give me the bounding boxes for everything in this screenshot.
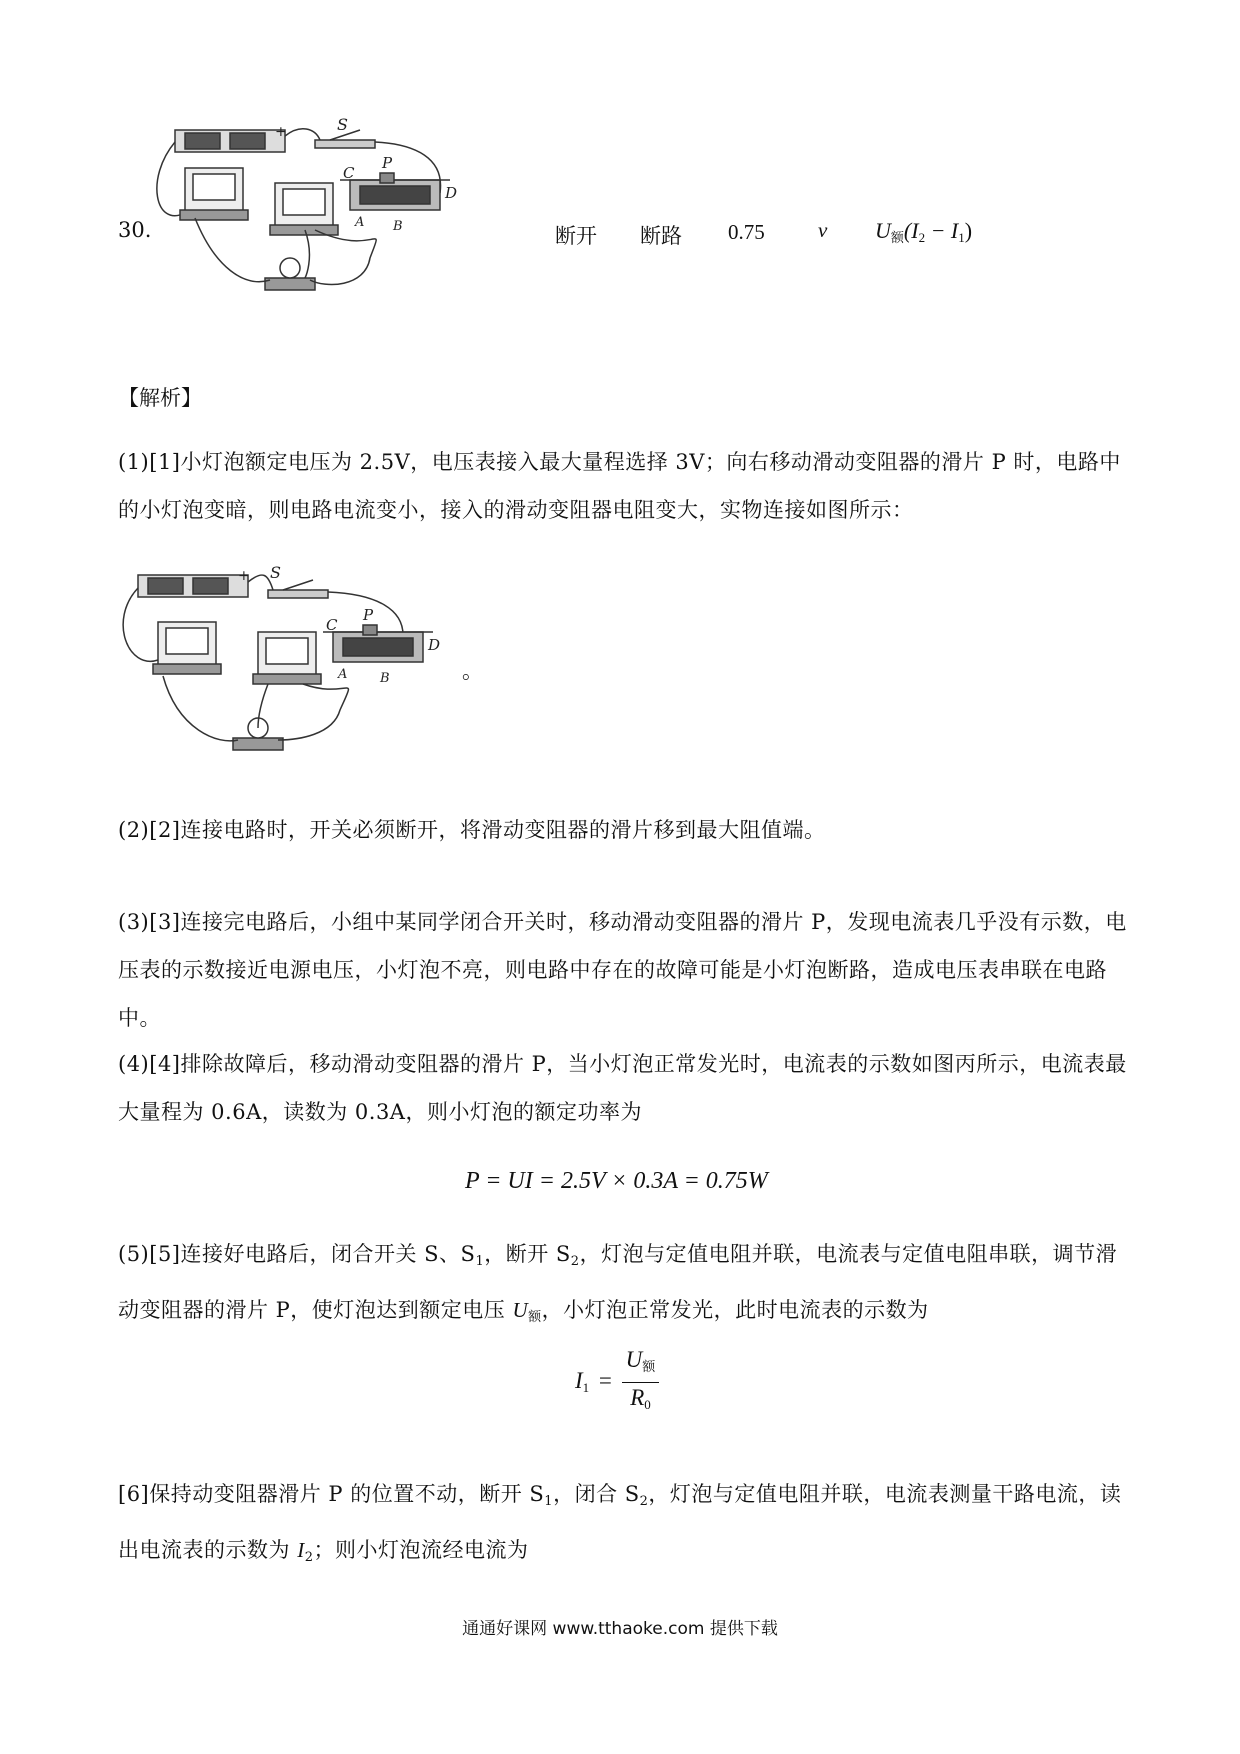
answer-1: 断开 xyxy=(555,224,597,248)
answer-2: 断路 xyxy=(640,224,682,248)
answer-5-u: U xyxy=(875,218,891,243)
p6-sub3: 2 xyxy=(304,1550,314,1565)
p5-sub1: 1 xyxy=(475,1254,485,1269)
eq2-fraction xyxy=(622,1345,660,1420)
label-b: B xyxy=(393,219,403,234)
equation-current xyxy=(575,1345,659,1420)
equation-power: P = UI = 2.5V × 0.3A = 0.75W xyxy=(465,1168,768,1194)
answer-3: 0.75 xyxy=(728,220,765,244)
p6-b: ，闭合 S xyxy=(553,1482,640,1506)
p5-u: U xyxy=(512,1298,529,1322)
eq2-num-sub: 额 xyxy=(642,1359,656,1374)
label-plus-2: + xyxy=(238,568,250,584)
label-b-2: B xyxy=(380,671,390,686)
paragraph-2: (2)[2]连接电路时，开关必须断开，将滑动变阻器的滑片移到最大阻值端。 xyxy=(118,818,826,842)
eq2-lhs: I xyxy=(575,1367,583,1393)
p5-d: ，小灯泡正常发光，此时电流表的示数为 xyxy=(541,1298,929,1322)
paragraph-1: (1)[1]小灯泡额定电压为 2.5V，电压表接入最大量程选择 3V；向右移动滑动变阻器的滑片 P 时，电路中的小灯泡变暗，则电路电流变小，接入的滑动变阻器电阻变大，实物连接如图所示： xyxy=(118,450,1121,522)
answer-5-rest: (I xyxy=(903,218,919,243)
label-s: S xyxy=(337,118,348,134)
eq2-equals: = xyxy=(598,1367,612,1393)
paragraph-1-end: 。 xyxy=(462,659,483,683)
label-plus: + xyxy=(275,124,287,140)
answer-5-minus: − I xyxy=(925,218,959,243)
question-number: 30. xyxy=(118,218,152,242)
circuit-diagram-1 xyxy=(155,118,535,338)
label-a-2: A xyxy=(338,667,348,682)
p5-c: ，灯泡与定值电阻并联，电流表与定值电阻串联，调节滑动变阻器的滑片 P，使灯泡达到额定电压 xyxy=(118,1242,1118,1322)
eq2-lhs-sub: 1 xyxy=(582,1379,590,1395)
footer: 通通好课网 www.tthaoke.com 提供下载 xyxy=(462,1619,778,1639)
p5-e: 额 xyxy=(528,1310,542,1325)
label-c-2: C xyxy=(326,616,338,634)
label-c: C xyxy=(343,164,355,182)
p6-i: I xyxy=(297,1538,305,1562)
answer-5-i1: 1 xyxy=(958,230,965,245)
answer-5-close: ) xyxy=(964,218,973,243)
p5-a: (5)[5]连接好电路后，闭合开关 S、S xyxy=(118,1242,476,1266)
p5-sub2: 2 xyxy=(570,1254,580,1269)
paragraph-6 xyxy=(118,1470,1128,1582)
label-a: A xyxy=(355,215,365,230)
answer-5-i2: 2 xyxy=(918,230,926,245)
p5-b: ，断开 S xyxy=(484,1242,571,1266)
label-p: P xyxy=(382,154,393,172)
paragraph-5 xyxy=(118,1230,1128,1342)
p6-c: ，灯泡与定值电阻并联，电流表测量干路电流，读出电流表的示数为 xyxy=(118,1482,1122,1562)
eq2-num: U xyxy=(625,1347,643,1372)
analysis-heading: 【解析】 xyxy=(118,386,202,410)
p6-a: [6]保持动变阻器滑片 P 的位置不动，断开 S xyxy=(118,1482,545,1506)
eq2-den-sub: 0 xyxy=(644,1397,651,1412)
p6-sub1: 1 xyxy=(544,1494,554,1509)
label-s-2: S xyxy=(270,563,281,582)
answer-5-sub: 额 xyxy=(890,230,904,245)
paragraph-3: (3)[3]连接完电路后，小组中某同学闭合开关时，移动滑动变阻器的滑片 P，发现电流表几乎没有示数，电压表的示数接近电源电压，小灯泡不亮，则电路中存在的故障可能是小灯泡断路，造成电压表串联在电路中。 xyxy=(118,910,1127,1030)
label-d: D xyxy=(445,184,458,202)
p6-d: ；则小灯泡流经电流为 xyxy=(313,1538,529,1562)
label-d-2: D xyxy=(428,636,441,654)
answer-4: v xyxy=(818,218,828,242)
eq2-den: R xyxy=(630,1385,645,1410)
p6-sub2: 2 xyxy=(639,1494,649,1509)
answer-5 xyxy=(875,218,972,246)
circuit-diagram-2 xyxy=(118,560,478,775)
label-p-2: P xyxy=(363,606,374,624)
paragraph-4: (4)[4]排除故障后，移动滑动变阻器的滑片 P，当小灯泡正常发光时，电流表的示数如图丙所示，电流表最大量程为 0.6A，读数为 0.3A，则小灯泡的额定功率为 xyxy=(118,1052,1127,1124)
